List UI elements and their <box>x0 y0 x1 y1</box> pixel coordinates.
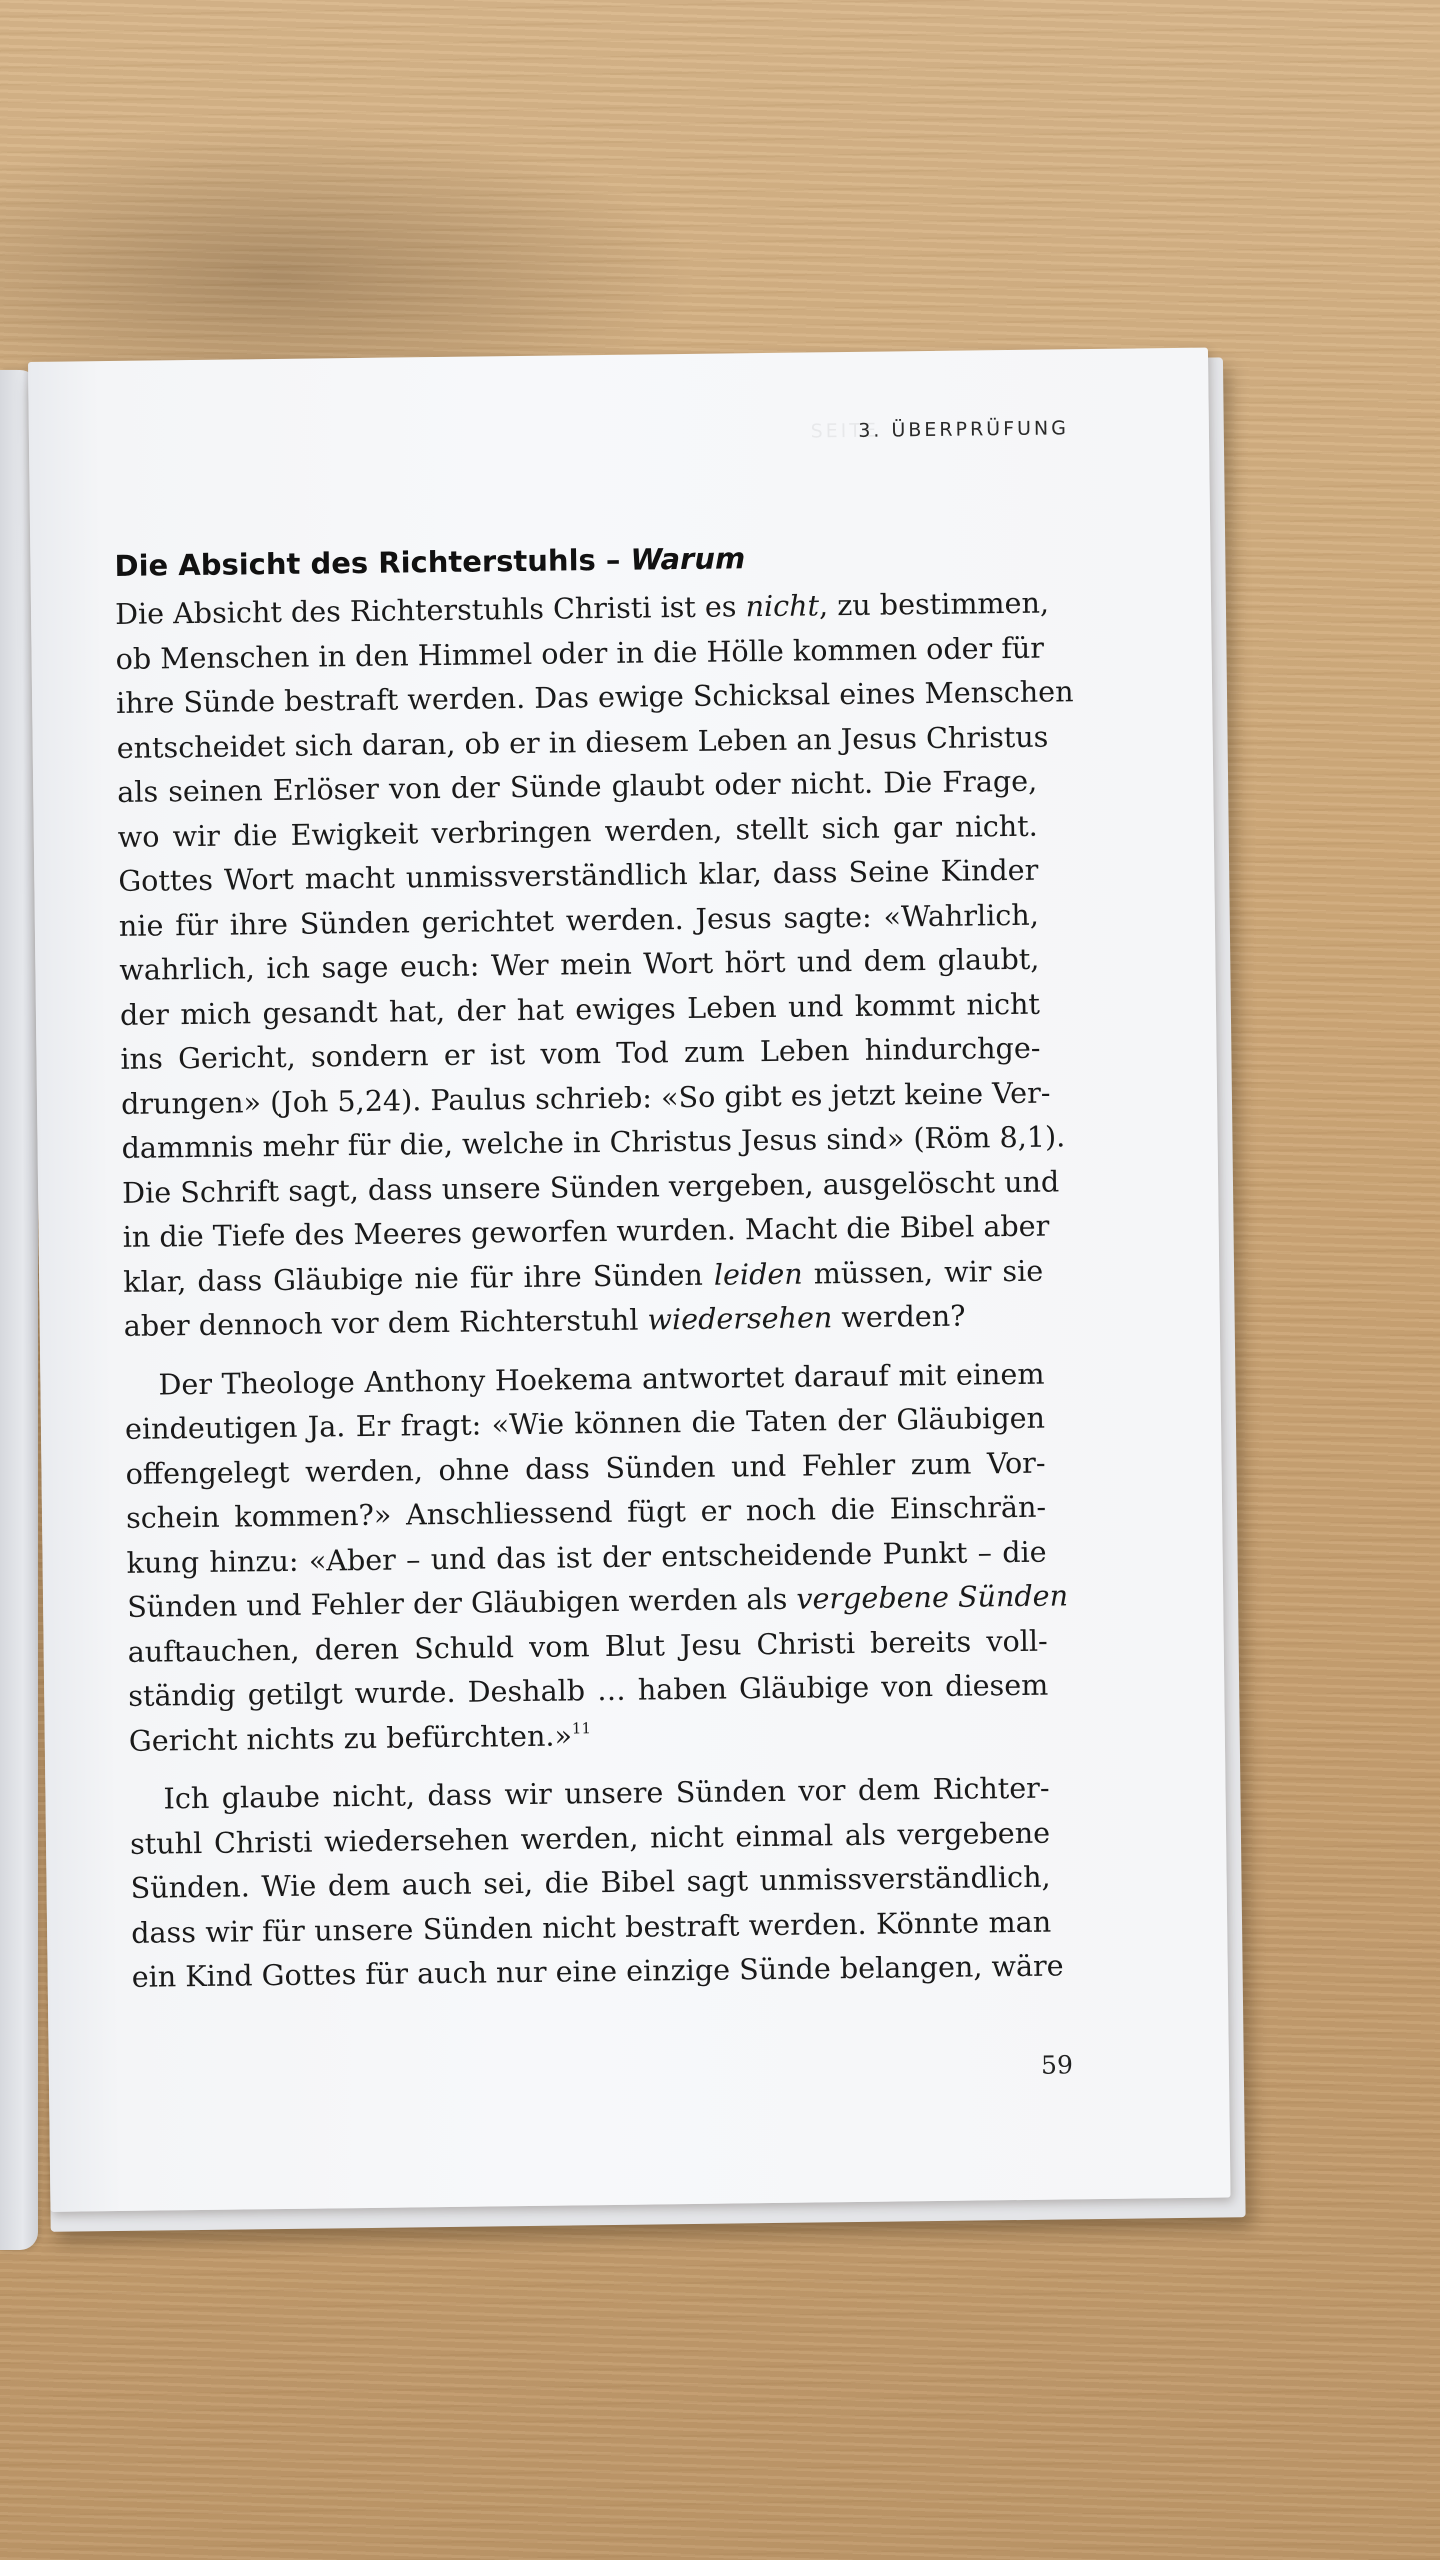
text-line: dammnis mehr für die, welche in Christus Jesus sind» (Röm 8,1). <box>121 1119 1066 1165</box>
text-line: ihre Sünde bestraft werden. Das ewige Schicksal eines Menschen <box>115 674 1074 720</box>
emphasis-text: vergebene Sünden <box>796 1578 1069 1616</box>
text-line: Die Schrift sagt, dass unsere Sünden vergeben, ausgelöscht und <box>121 1163 1060 1210</box>
text-line: eindeutigen Ja. Er fragt: «Wie können die Taten der Gläubigen <box>124 1400 1046 1446</box>
text-run: klar, dass Gläubige nie für ihre Sünden <box>123 1257 715 1299</box>
section-heading-emphasis: Warum <box>630 541 746 577</box>
text-run: müssen, wir sie <box>802 1253 1044 1291</box>
text-run: Die Absicht des Richterstuhls Christi ist es <box>114 589 746 631</box>
emphasis-text: leiden <box>713 1256 803 1292</box>
text-run: aber dennoch vor dem Richterstuhl <box>123 1302 648 1343</box>
text-line: der mich gesandt hat, der hat ewiges Leben und kommt nicht <box>119 986 1041 1032</box>
page-content <box>114 535 1074 2000</box>
text-line: drungen» (Joh 5,24). Paulus schrieb: «So gibt es jetzt keine Ver- <box>120 1075 1051 1121</box>
text-line: kung hinzu: «Aber – und das ist der entscheidende Punkt – die <box>126 1534 1047 1580</box>
text-line: in die Tiefe des Meeres geworfen wurden. Macht die Bibel aber <box>122 1208 1050 1254</box>
paragraph-2 <box>124 1351 1069 1763</box>
text-run: , zu bestimmen, <box>818 585 1050 623</box>
bleed-through-text: SEITE <box>810 419 880 443</box>
text-line: als seinen Erlöser von der Sünde glaubt oder nicht. Die Frage, <box>117 763 1038 809</box>
section-heading-text: Die Absicht des Richterstuhls – <box>114 542 631 583</box>
section-heading <box>114 535 1034 586</box>
paragraph-1 <box>114 581 1074 1349</box>
text-line: Der Theologe Anthony Hoekema antwortet darauf mit einem <box>158 1356 1045 1401</box>
desk-shadow <box>0 120 700 380</box>
text-line: stuhl Christi wiedersehen werden, nicht einmal als vergebene <box>129 1815 1051 1861</box>
text-line: dass wir für unsere Sünden nicht bestraft werden. Könnte man <box>130 1904 1052 1950</box>
text-line: wo wir die Ewigkeit verbringen werden, stellt sich gar nicht. <box>117 808 1038 854</box>
text-line: ob Menschen in den Himmel oder in die Hölle kommen oder für <box>115 630 1045 676</box>
text-line: Gottes Wort macht unmissverständlich klar, dass Seine Kinder <box>118 852 1039 898</box>
text-line: auftauchen, deren Schuld vom Blut Jesu Christi bereits voll- <box>127 1623 1048 1669</box>
text-run: Sünden und Fehler der Gläubigen werden als <box>127 1581 797 1624</box>
paragraph-3 <box>129 1766 1064 2000</box>
text-line: offengelegt werden, ohne dass Sünden und Fehler zum Vor- <box>125 1445 1046 1491</box>
page-number: 59 <box>1040 2050 1074 2080</box>
text-line: nie für ihre Sünden gerichtet werden. Jesus sagte: «Wahrlich, <box>118 897 1040 943</box>
text-line: entscheidet sich daran, ob er in diesem Leben an Jesus Christus <box>116 719 1049 765</box>
text-line: wahrlich, ich sage euch: Wer mein Wort hört und dem glaubt, <box>119 941 1040 987</box>
footnote-marker: 11 <box>571 1718 592 1737</box>
text-line: ein Kind Gottes für auch nur eine einzige Sünde belangen, wäre <box>131 1948 1064 1994</box>
text-line: ins Gericht, sondern er ist vom Tod zum Leben hindurchge- <box>120 1030 1041 1076</box>
text-line: schein kommen?» Anschliessend fügt er noch die Einschrän- <box>125 1489 1047 1535</box>
running-head: 3. ÜBERPRÜFUNG <box>858 417 1070 442</box>
text-line: Ich glaube nicht, dass wir unsere Sünden vor dem Richter- <box>163 1770 1050 1816</box>
emphasis-text: wiedersehen <box>647 1300 833 1337</box>
text-run: Gericht nichts zu befürchten.» <box>128 1717 573 1758</box>
book-page <box>28 348 1231 2212</box>
text-line: ständig getilgt wurde. Deshalb … haben Gläubige von diesem <box>128 1667 1049 1713</box>
text-line: Sünden. Wie dem auch sei, die Bibel sagt unmissverständlich, <box>130 1859 1051 1905</box>
emphasis-text: nicht <box>745 588 820 624</box>
text-run: werden? <box>832 1298 966 1335</box>
